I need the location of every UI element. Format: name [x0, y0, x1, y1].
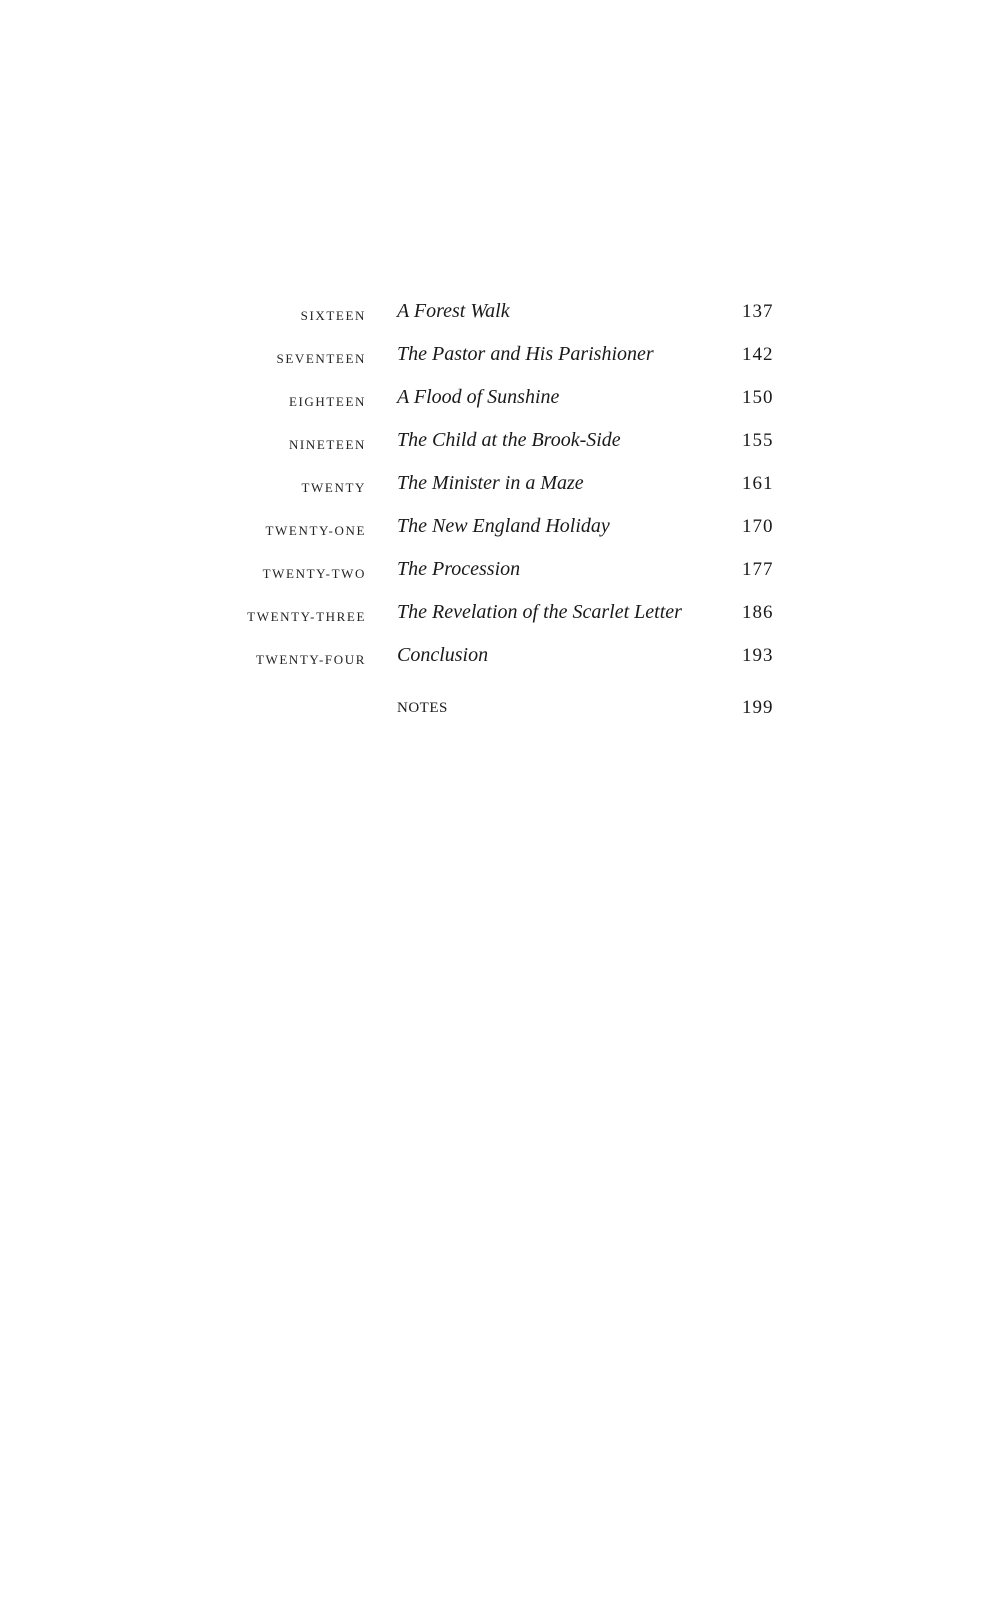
- chapter-number: TWENTY-TWO: [262, 566, 366, 581]
- page-number: 186: [742, 602, 774, 623]
- toc-entry[interactable]: [0, 558, 1000, 594]
- toc-entry[interactable]: [0, 601, 1000, 637]
- page-number: 161: [742, 473, 774, 494]
- page-number: 170: [742, 516, 774, 537]
- chapter-number: NINETEEN: [288, 437, 366, 452]
- page-number: 137: [742, 301, 774, 322]
- chapter-number: TWENTY-FOUR: [255, 652, 366, 667]
- chapter-number: EIGHTEEN: [288, 394, 366, 409]
- chapter-title: The Minister in a Maze: [397, 472, 584, 494]
- chapter-title: Conclusion: [397, 644, 489, 666]
- page-number: 150: [742, 387, 774, 408]
- chapter-title: The Child at the Brook-Side: [397, 429, 621, 451]
- toc-entry[interactable]: [0, 429, 1000, 465]
- chapter-title: A Flood of Sunshine: [397, 386, 560, 408]
- chapter-number: SEVENTEEN: [276, 351, 366, 366]
- notes-title: NOTES: [397, 700, 448, 716]
- chapter-number: TWENTY-THREE: [247, 609, 366, 624]
- chapter-number: SIXTEEN: [300, 308, 366, 323]
- chapter-title: A Forest Walk: [397, 300, 510, 322]
- toc-entry[interactable]: [0, 644, 1000, 680]
- chapter-number: TWENTY: [301, 480, 366, 495]
- page-number: 193: [742, 645, 774, 666]
- chapter-number: TWENTY-ONE: [265, 523, 366, 538]
- page-number: 199: [742, 697, 774, 718]
- chapter-title: The Pastor and His Parishioner: [397, 343, 654, 365]
- toc-entry[interactable]: [0, 515, 1000, 551]
- page-number: 142: [742, 344, 774, 365]
- chapter-title: The Revelation of the Scarlet Letter: [397, 601, 682, 623]
- chapter-title: The Procession: [397, 558, 521, 580]
- toc-entry[interactable]: [0, 472, 1000, 508]
- toc-entry-notes[interactable]: [0, 696, 1000, 732]
- toc-entry[interactable]: [0, 300, 1000, 336]
- toc-entry[interactable]: [0, 386, 1000, 422]
- toc-entry[interactable]: [0, 343, 1000, 379]
- chapter-title: The New England Holiday: [397, 515, 610, 537]
- page-number: 177: [742, 559, 774, 580]
- page-number: 155: [742, 430, 774, 451]
